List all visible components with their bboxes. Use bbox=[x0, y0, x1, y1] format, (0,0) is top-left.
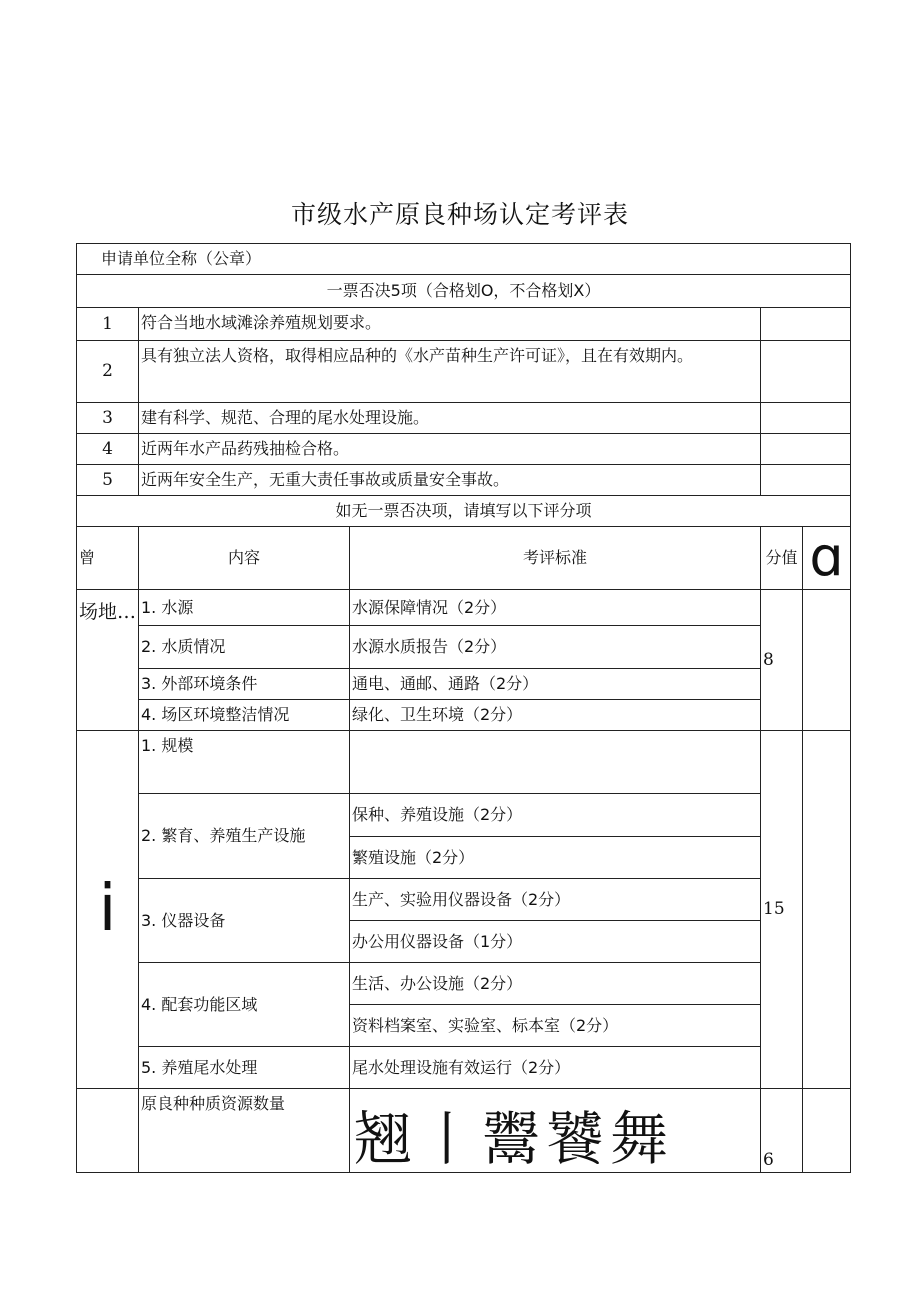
content-cell: 2. 水质情况 bbox=[139, 626, 350, 669]
veto-row bbox=[77, 403, 851, 434]
site-mark-cell[interactable] bbox=[803, 590, 851, 731]
garbled-criteria-text: 翘丨鬻饕舞 bbox=[350, 1089, 761, 1173]
germplasm-row bbox=[77, 1089, 851, 1173]
facility-row bbox=[77, 794, 851, 837]
facility-row bbox=[77, 1047, 851, 1089]
veto-text: 符合当地水域滩涂养殖规划要求。 bbox=[139, 308, 761, 341]
facility-row bbox=[77, 879, 851, 921]
veto-text: 建有科学、规范、合理的尾水处理设施。 bbox=[139, 403, 761, 434]
criteria-cell: 水源保障情况（2分） bbox=[350, 590, 761, 626]
criteria-cell: 繁殖设施（2分） bbox=[350, 837, 761, 879]
content-cell: 1. 规模 bbox=[139, 731, 350, 794]
criteria-cell: 尾水处理设施有效运行（2分） bbox=[350, 1047, 761, 1089]
criteria-cell: 保种、养殖设施（2分） bbox=[350, 794, 761, 837]
site-row bbox=[77, 700, 851, 731]
veto-row bbox=[77, 434, 851, 465]
veto-mark-cell[interactable] bbox=[761, 308, 851, 341]
veto-text: 具有独立法人资格，取得相应品种的《水产苗种生产许可证》，且在有效期内。 bbox=[139, 341, 761, 403]
facility-row bbox=[77, 731, 851, 794]
veto-number: 5 bbox=[77, 465, 139, 496]
content-cell: 原良种种质资源数量 bbox=[139, 1089, 350, 1173]
site-row bbox=[77, 626, 851, 669]
veto-row bbox=[77, 465, 851, 496]
facility-score: 15 bbox=[761, 731, 803, 1089]
criteria-cell: 生活、办公设施（2分） bbox=[350, 963, 761, 1005]
content-cell: 3. 仪器设备 bbox=[139, 879, 350, 963]
veto-mark-cell[interactable] bbox=[761, 465, 851, 496]
veto-number: 1 bbox=[77, 308, 139, 341]
column-header-row bbox=[77, 527, 851, 590]
header-criteria: 考评标准 bbox=[350, 527, 761, 590]
veto-header-row bbox=[77, 275, 851, 308]
germplasm-mark-cell[interactable] bbox=[803, 1089, 851, 1173]
page-title: 市级水产原良种场认定考评表 bbox=[290, 200, 629, 229]
site-section-label: 场地… bbox=[77, 590, 139, 731]
veto-header: 一票否决5项（合格划O，不合格划X） bbox=[77, 275, 851, 308]
header-item: 曾 bbox=[77, 527, 139, 590]
site-row bbox=[77, 590, 851, 626]
facility-section-label: i bbox=[77, 731, 139, 1089]
criteria-cell: 办公用仪器设备（1分） bbox=[350, 921, 761, 963]
veto-number: 4 bbox=[77, 434, 139, 465]
veto-text: 近两年水产品药残抽检合格。 bbox=[139, 434, 761, 465]
criteria-cell: 水源水质报告（2分） bbox=[350, 626, 761, 669]
content-cell: 4. 场区环境整洁情况 bbox=[139, 700, 350, 731]
content-cell: 2. 繁育、养殖生产设施 bbox=[139, 794, 350, 879]
veto-mark-cell[interactable] bbox=[761, 434, 851, 465]
facility-mark-cell[interactable] bbox=[803, 731, 851, 1089]
veto-mark-cell[interactable] bbox=[761, 403, 851, 434]
content-cell: 5. 养殖尾水处理 bbox=[139, 1047, 350, 1089]
header-score: 分值 bbox=[761, 527, 803, 590]
header-extra: ɑ bbox=[803, 527, 851, 590]
evaluation-table bbox=[76, 243, 851, 1173]
scoring-note-row bbox=[77, 496, 851, 527]
site-score: 8 bbox=[761, 590, 803, 731]
veto-number: 3 bbox=[77, 403, 139, 434]
applicant-row bbox=[77, 244, 851, 275]
content-cell: 1. 水源 bbox=[139, 590, 350, 626]
applicant-label[interactable]: 申请单位全称（公章） bbox=[77, 244, 851, 275]
criteria-cell: 通电、通邮、通路（2分） bbox=[350, 669, 761, 700]
site-row bbox=[77, 669, 851, 700]
facility-row bbox=[77, 963, 851, 1005]
criteria-cell: 绿化、卫生环境（2分） bbox=[350, 700, 761, 731]
header-content: 内容 bbox=[139, 527, 350, 590]
veto-row bbox=[77, 341, 851, 403]
criteria-cell: 资料档案室、实验室、标本室（2分） bbox=[350, 1005, 761, 1047]
criteria-cell: 生产、实验用仪器设备（2分） bbox=[350, 879, 761, 921]
veto-text: 近两年安全生产，无重大责任事故或质量安全事故。 bbox=[139, 465, 761, 496]
content-cell: 3. 外部环境条件 bbox=[139, 669, 350, 700]
germplasm-score: 6 bbox=[761, 1089, 803, 1173]
criteria-cell bbox=[350, 731, 761, 794]
veto-row bbox=[77, 308, 851, 341]
veto-number: 2 bbox=[77, 341, 139, 403]
germplasm-section-label bbox=[77, 1089, 139, 1173]
content-cell: 4. 配套功能区域 bbox=[139, 963, 350, 1047]
scoring-note: 如无一票否决项，请填写以下评分项 bbox=[77, 496, 851, 527]
veto-mark-cell[interactable] bbox=[761, 341, 851, 403]
